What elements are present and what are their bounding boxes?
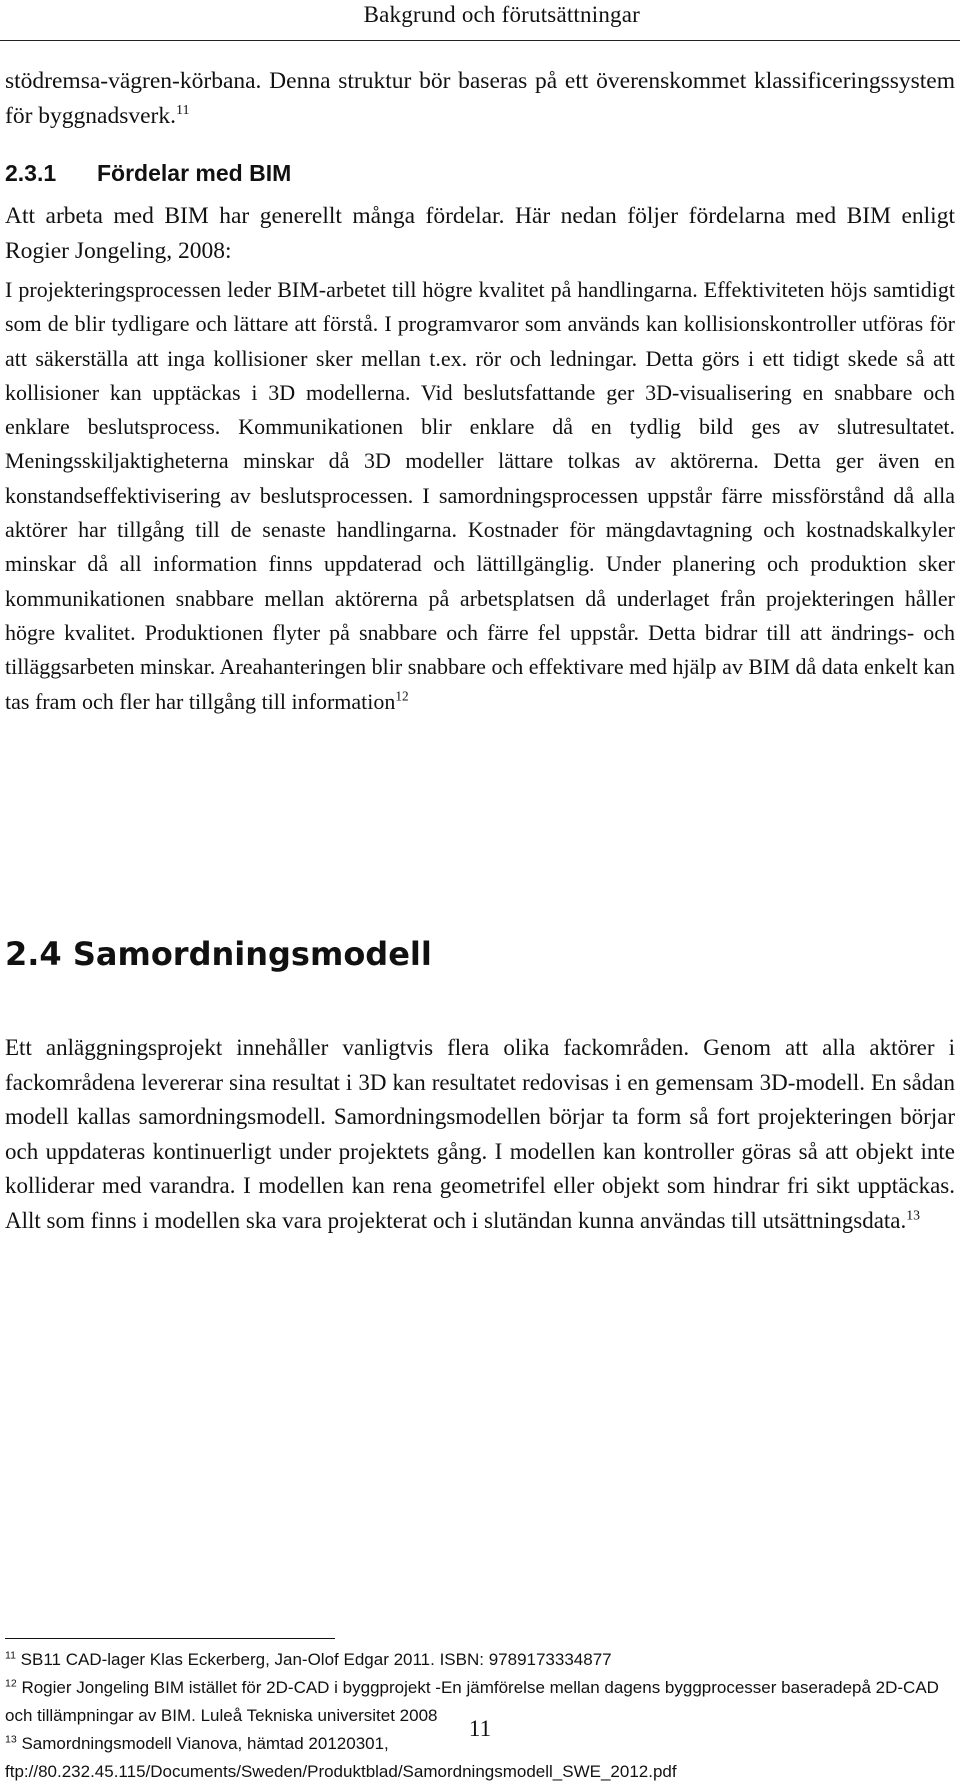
section-title: Samordningsmodell	[72, 935, 432, 973]
footnote-ref-13: 13	[906, 1207, 921, 1223]
lead-paragraph: Att arbeta med BIM har generellt många fördelar. Här nedan följer fördelarna med BIM enligt Rogier Jongeling, 2008:	[5, 203, 955, 264]
footnote-number: 12	[5, 1677, 17, 1690]
samordning-text: Ett anläggningsprojekt innehåller vanligtvis flera olika fackområden. Genom att alla aktörer i fackområdena levererar sina resultat i 3D kan resultatet redovisas i en gemensam 3D-modell. En sådan modell kallas samordningsmodell. Samordningsmodellen börjar ta form så fort projekteringen börjar och uppdateras kontinuerligt under projektets gång. I modellen kan kontroller göras så att objekt inte kolliderar med varandra. I modellen kan rena geometrifel eller objekt som hindrar fri sikt upptäckas. Allt som finns i modellen ska vara projekterat och i slutändan kunna användas till utsättningsdata.	[5, 1035, 955, 1233]
footnote-ref-12: 12	[395, 688, 409, 704]
running-header	[0, 0, 960, 41]
footnote-text: Rogier Jongeling BIM istället för 2D-CAD i byggprojekt -En jämförelse mellan dagens byggprocesser baseradepå 2D-CAD och tillämpningar av BIM. Luleå Tekniska universitet 2008	[5, 1678, 939, 1725]
footnote-separator	[5, 1638, 335, 1639]
samordning-paragraph	[5, 1031, 955, 1239]
header-title: Bakgrund och förutsättningar	[363, 2, 640, 27]
footnote-ref-11: 11	[175, 101, 190, 118]
footnote-number: 13	[5, 1733, 17, 1746]
benefits-text: I projekteringsprocessen leder BIM-arbetet till högre kvalitet på handlingarna. Effektiviteten höjs samtidigt som de blir tydligare och lättare att förstå. I programvaror som används kan kollisionskontroller utföras för att säkerställa att inga kollisioner sker mellan t.ex. rör och ledningar. Detta görs i ett tidigt skede så att kollisioner kan upptäckas i 3D modellerna. Vid beslutsfattande ger 3D-visualisering en snabbare och enklare beslutsprocess. Kommunikationen blir enklare då en tydlig bild ges av slutresultatet. Meningsskiljaktigheterna minskar då 3D modeller lättare tolkas av aktörerna. Detta ger även en konstandseffektivisering av beslutsprocessen. I samordningsprocessen uppstår färre missförstånd då alla aktörer har tillgång till de senaste handlingarna. Kostnader för mängdavtagning och kostnadskalkyler minskar då all information finns uppdaterad och lättillgänglig. Under planering och produktion sker kommunikationen snabbare mellan aktörerna på arbetsplatsen då underlaget från projekteringen håller högre kvalitet. Produktionen flyter på snabbare och färre fel uppstår. Detta bidrar till att ändrings- och tilläggsarbeten minskar. Areahanteringen blir snabbare och effektivare med hjälp av BIM då data enkelt kan tas fram och fler har tillgång till information	[5, 277, 955, 714]
section-heading	[5, 935, 432, 973]
intro-text: stödremsa-vägren-körbana. Denna struktur bör baseras på ett överenskommet klassificeringssystem för byggnadsverk.	[5, 68, 955, 129]
footnote-text: Samordningsmodell Vianova, hämtad 20120301, ftp://80.232.45.115/Documents/Sweden/Produktblad/Samordningsmodell_SWE_2012.pdf	[5, 1734, 677, 1781]
page-number: 11	[468, 1716, 492, 1741]
subsection-heading	[5, 160, 291, 187]
section-number: 2.4	[5, 935, 62, 973]
footnote-number: 11	[5, 1649, 16, 1662]
benefits-paragraph	[5, 273, 955, 719]
footnote-11	[5, 1646, 955, 1674]
subsection-title: Fördelar med BIM	[97, 160, 292, 186]
subsection-number: 2.3.1	[5, 160, 57, 186]
intro-paragraph	[5, 64, 955, 133]
footnote-text: SB11 CAD-lager Klas Eckerberg, Jan-Olof Edgar 2011. ISBN: 9789173334877	[20, 1650, 612, 1669]
